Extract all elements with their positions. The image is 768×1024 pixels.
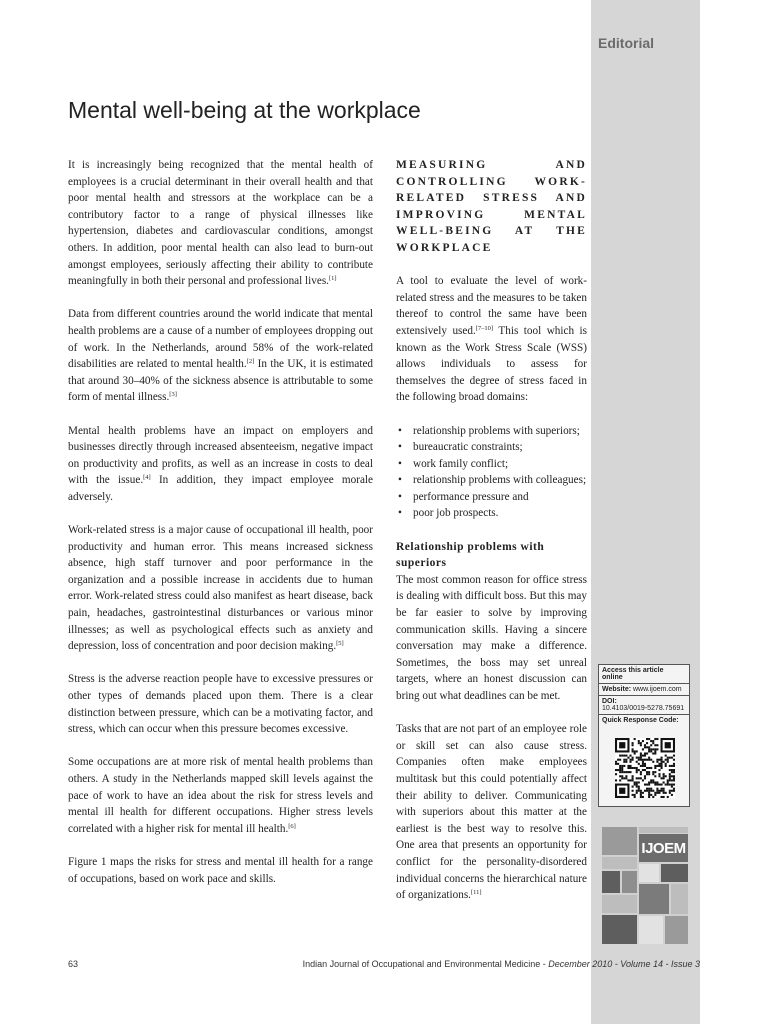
journal-logo-text: IJOEM: [641, 839, 686, 857]
page-number: 63: [68, 959, 79, 969]
list-item: • performance pressure and: [396, 489, 587, 506]
qr-code-icon: [615, 738, 675, 798]
website-link[interactable]: www.ijoem.com: [633, 686, 682, 693]
paragraph: Figure 1 maps the risks for stress and mental ill health for a range of occupations, based on work pace and skills.: [68, 855, 373, 885]
journal-logo: [602, 827, 688, 944]
access-heading: Access this article online: [599, 665, 689, 684]
paragraph: Some occupations are at more risk of mental health problems than others. A study in the Netherlands mapped skill levels against the pace of work to have an idea about the risk for stress levels and mental ill health for different occupations. Higher stress levels correlated with a higher risk for mental ill health.[6]: [68, 756, 373, 835]
paragraph: Stress is the adverse reaction people have to excessive pressures or other types of demands placed upon them. There is a clear distinction between pressure, which can be a motivating factor, and stress, which can occur when this pressure becomes excessive.: [68, 673, 373, 736]
section-heading: MEASURING AND CONTROLLING WORK-RELATED STRESS AND IMPROVING MENTAL WELL-BEING AT THE WORKPLACE: [396, 159, 587, 254]
paragraph: A tool to evaluate the level of work-related stress and the measures to be taken thereof to control the same have been extensively used.[7–10] This tool which is known as the Work Stress Scale (WSS) allows individuals to assess for themselves the degree of stress faced in the following broad domains:: [396, 275, 587, 404]
paragraph: It is increasingly being recognized that the mental health of employees is a crucial determinant in their overall health and that poor mental health and stressors at the workplace can be a contributory factor to a range of physical illnesses like hypertension, diabetes and cardiovascular conditions, amongst others. In addition, poor mental health can also lead to burn-out amongst employees, seriously affecting their ability to contribute meaningfully in both their personal and professional lives.[1]: [68, 159, 373, 288]
access-online-box: [598, 664, 690, 807]
paragraph: Data from different countries around the world indicate that mental health problems are a cause of a number of employees dropping out of work. In the Netherlands, around 58% of the work-related disabilities are related to mental health.[2] In the UK, it is estimated that around 30–40% of the sickness absence is attributable to some form of mental illness.[3]: [68, 308, 374, 404]
list-item: • bureaucratic constraints;: [396, 439, 587, 456]
qr-label: Quick Response Code:: [602, 717, 679, 724]
paragraph: Work-related stress is a major cause of occupational ill health, poor productivity and human error. This means increased sickness absence, high staff turnover and poor performance in the organization and a possible increase in accidents due to human error. Work-related stress could also manifest as heart disease, back pain, headaches, gastrointestinal disturbances or various minor illnesses; as well as psychological effects such as anxiety and depression, loss of concentration and poor decision making.[5]: [68, 524, 373, 653]
list-item: • relationship problems with colleagues;: [396, 472, 587, 489]
paragraph: The most common reason for office stress is dealing with difficult boss. But this may be far easier to solve by improving communication skills. Having a sincere conversation may make a difference. Sometimes, the boss may set unreal targets, where an honest discussion can bring out what deadlines can be met.: [396, 573, 587, 702]
website-row: Website: www.ijoem.com: [599, 684, 689, 696]
right-column: [396, 157, 587, 904]
subheading: Relationship problems with superiors: [396, 540, 545, 570]
journal-citation: Indian Journal of Occupational and Environmental Medicine - December 2010 - Volume 14 - Issue 3: [302, 959, 700, 969]
section-label: Editorial: [598, 35, 655, 51]
list-item: • poor job prospects.: [396, 505, 587, 522]
article-title: Mental well-being at the workplace: [68, 97, 421, 123]
paragraph: Tasks that are not part of an employee role or skill set can also cause stress. Companies often make employees multitask but this could potentially affect their ability to deliver. Communicating with superiors about this matter at the earliest is the best way to resolve this. One area that presents an opportunity for conflict for the personality-disordered individual concerns the hierarchical nature of organizations.[11]: [396, 723, 587, 902]
domain-list: [396, 423, 587, 523]
doi-row: DOI: 10.4103/0019-5278.75691: [599, 696, 689, 715]
list-item: • work family conflict;: [396, 456, 587, 473]
left-column: [68, 157, 373, 887]
paragraph: Mental health problems have an impact on employers and businesses directly through increased absenteeism, negative impact on productivity and profits, as well as an increase in costs to deal with the issue.[4] In addition, they impact employee morale adversely.: [68, 424, 373, 503]
list-item: • relationship problems with superiors;: [396, 423, 587, 440]
